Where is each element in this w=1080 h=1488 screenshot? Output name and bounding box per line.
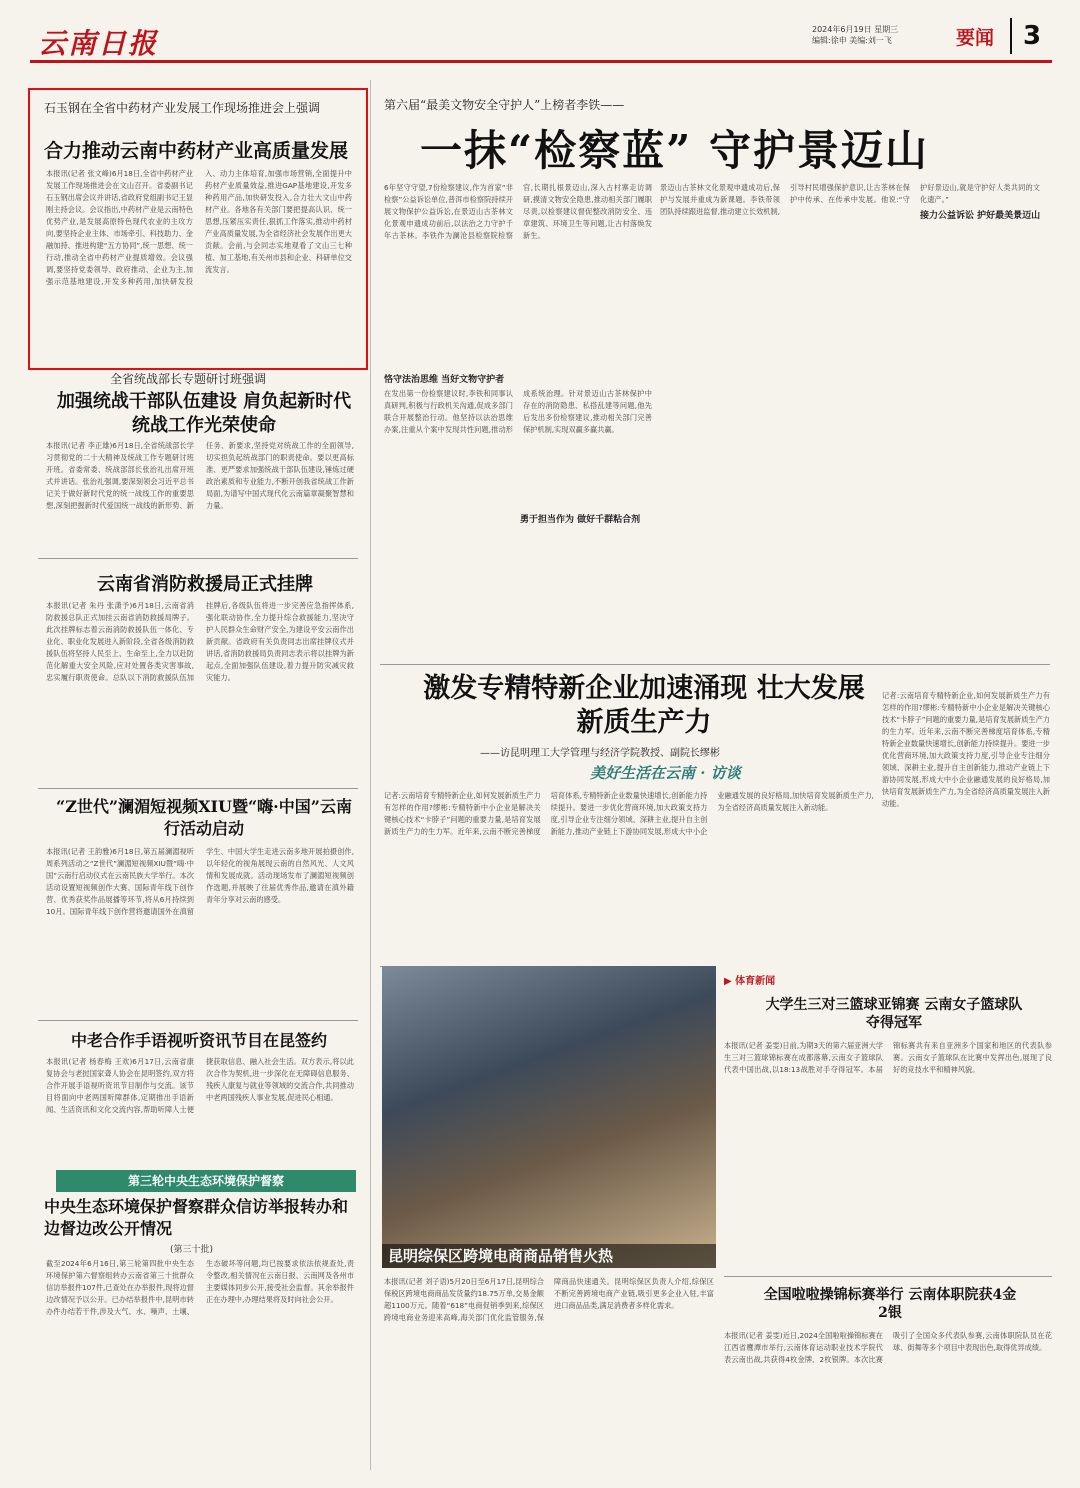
masthead-rule	[30, 60, 1052, 63]
article-7-body-1: 6年坚守守望,7份检察建议,作为首家“非检察”公益诉讼单位,普洱市检察院持续开展文物保护公益诉讼,在景迈山古茶林文化景观申遗成功前后,以法治之力守护千年古茶林。李铁作为澜沧县检察院检察官,长期扎根景迈山,深入古村寨走访调研,摸清文物安全隐患,推动相关部门履职尽责,以检察建议督促整改消防安全、违章建筑、环境卫生等问题,让古村落焕发新生。	[384, 183, 652, 240]
inspection-banner: 第三轮中央生态环境保护督察	[56, 1170, 356, 1192]
article-1-body: 本报讯(记者 张文峰)6月18日,全省中药材产业发展工作现场推进会在文山召开。省委副书记石玉钢出席会议并讲话,省政府党组副书记王显刚主持会议。会议指出,中药材产业是云南特色优势产业,是发展高原特色现代农业的主攻方向,要坚持企业主体、市场牵引、科技助力、金融加持、推进构建“五方协同”,统一思想、统一行动,推动全省中药材产业提质增效。会议强调,要坚持党委领导、政府推动、企业为主,加强示范基地建设,开发多种药用,加快研发投入、动力主体培育,加强市场营销,全面提升中药材产业质量效益,推进GAP基地建设,开发多种药用产品,加快研发投入,合力壮大文山中药材产业。各地各有关部门要把提高认识、统一思想,压紧压实责任,狠抓工作落实,推动中药材产业高质量发展,为全省经济社会发展作出更大贡献。会前,与会同志实地观看了文山三七种植、加工基地,有关州市县和企业、科研单位交流发言。	[46, 169, 352, 286]
divider	[38, 788, 358, 789]
sports-news-tag: ▶ 体育新闻	[724, 976, 776, 987]
article-2-title: 加强统战干部队伍建设 肩负起新时代统战工作光荣使命	[56, 391, 352, 436]
article-10-title: 大学生三对三篮球亚锦赛 云南女子篮球队夺得冠军	[765, 997, 1023, 1031]
article-5-title: 中老合作手语视听资讯节目在昆签约	[70, 1031, 327, 1050]
article-7-body-3: 景迈山古茶林文化景观申遗成功后,保护与发展并重成为新课题。李铁带领团队持续跟进监督,推动建立长效机制,引导村民增强保护意识,让古茶林在保护中传承、在传承中发展。他说:“守护好景迈山,就是守护好人类共同的文化遗产。”	[660, 183, 1040, 216]
customs-officers-photo	[382, 966, 716, 1268]
article-11-title: 全国啦啦操锦标赛举行 云南体职院获4金2银	[763, 1287, 1017, 1321]
divider	[380, 664, 1050, 665]
article-4-body: 本报讯(记者 王韵雅)6月18日,第五届澜湄视听周系列活动之“Z世代”澜湄短视频XIU暨“嗨·中国”云南行启动仪式在云南民族大学举行。本次活动设置短视频创作大赛、国际青年线下创作营、优秀获奖作品展播等环节,将从6月持续到10月。国际青年线下创作营将邀请国外在滇留学生、中国大学生走进云南多地开展拍摄创作,以年轻化的视角展现云南的自然风光、人文风情和发展成就。活动现场发布了澜湄短视频创作选题,并展映了往届优秀作品,邀请在滇外籍青年分享对云南的感受。	[46, 847, 354, 916]
article-7-subhead-2: 勇于担当作为 做好千群粘合剂	[520, 515, 641, 525]
article-8-title: 激发专精特新企业加速涌现 壮大发展新质生产力	[423, 673, 865, 738]
article-5-body: 本报讯(记者 杨春梅 王欢)6月17日,云南省康复协会与老挝国家聋人协会在昆明签约,双方将合作开展手语视听资讯节目制作与交流。该节目将面向中老两国听障群体,定期推出手语新闻、生活资讯和文化交流内容,帮助听障人士便捷获取信息、融入社会生活。双方表示,将以此次合作为契机,进一步深化在无障碍信息服务、残疾人康复与就业等领域的交流合作,共同推动中老两国残疾人事业发展,促进民心相通。	[46, 1057, 354, 1114]
article-2-body: 本报讯(记者 李正雄)6月18日,全省统战部长学习贯彻党的二十大精神及统战工作专题研讨班开班。省委常委、统战部部长张治礼出席开班式并讲话。张治礼强调,要深刻领会习近平总书记关于做好新时代党的统一战线工作的重要思想,深刻把握新时代爱国统一战线的新形势、新任务、新要求,坚持党对统战工作的全面领导,切实担负起统战部门的职责使命。要以更高标准、更严要求加强统战干部队伍建设,锤炼过硬政治素质和专业能力,不断开创我省统战工作新局面,为谱写中国式现代化云南篇章凝聚智慧和力量。	[46, 441, 354, 510]
article-7-title: 一抹“检察蓝” 守护景迈山	[420, 126, 929, 175]
ribbon-brand: 美好生活在云南 · 访谈	[590, 764, 741, 782]
page-number: 3	[1010, 18, 1052, 54]
article-7-subhead-1: 恪守法治思维 当好文物守护者	[384, 375, 505, 385]
divider	[38, 1020, 358, 1021]
article-1-kicker: 石玉钢在全省中药材产业发展工作现场推进会上强调	[44, 101, 321, 115]
article-6-subtitle: (第三十批)	[170, 1245, 214, 1255]
article-4-title: “Z世代”澜湄短视频XIU暨“嗨·中国”云南行活动启动	[56, 797, 352, 838]
article-1-title: 合力推动云南中药材产业高质量发展	[44, 140, 349, 162]
section-tag: 要闻	[955, 26, 994, 49]
article-8-byline: ——访昆明理工大学管理与经济学院教授、副院长缪彬	[480, 748, 720, 759]
editors-line: 编辑:徐申 美编:刘一飞	[812, 36, 892, 45]
article-2-kicker: 全省统战部长专题研讨班强调	[110, 372, 267, 386]
article-7-kicker: 第六届“最美文物安全守护人”上榜者李铁——	[384, 98, 625, 112]
article-10-body: 本报讯(记者 姜雯)日前,为期3天的第六届亚洲大学生三对三篮球锦标赛在成都落幕,云南女子篮球队代表中国出战,以18:13战胜对手夺得冠军。本届锦标赛共有来自亚洲多个国家和地区的代表队参赛。云南女子篮球队在比赛中发挥出色,展现了良好的竞技水平和精神风貌。	[724, 1041, 1052, 1074]
column-divider	[370, 80, 371, 1470]
article-9-body: 本报讯(记者 刘子语)5月20日至6月17日,昆明综合保税区跨境电商商品发货量约18.75万单,交易金额超1100万元。随着“618”电商促销季到来,综保区跨境电商业务迎来高峰,海关部门优化监管服务,保障商品快速通关。昆明综保区负责人介绍,综保区不断完善跨境电商产业链,吸引更多企业入驻,丰富进口商品品类,满足消费者多样化需求。	[384, 1277, 714, 1322]
article-3-body: 本报讯(记者 朱丹 张潇予)6月18日,云南省消防救援总队正式加挂云南省消防救援局牌子。此次挂牌标志着云南消防救援队伍一体化、专业化、职业化发展进入新阶段,全省各级消防救援队伍将坚持人民至上、生命至上,全力以赴防范化解重大安全风险,应对处置各类灾害事故,忠实履行职责使命。总队以下消防救援队伍加挂牌后,各级队伍将进一步完善应急指挥体系,强化联动协作,全力提升综合救援能力,坚决守护人民群众生命财产安全,为建设平安云南作出新贡献。省政府有关负责同志出席挂牌仪式并讲话,省消防救援局负责同志表示将以挂牌为新起点,全面加强队伍建设,着力提升防灾减灾救灾能力。	[46, 601, 354, 682]
issue-date: 2024年6月19日 星期三	[812, 25, 899, 34]
article-8-body-right: 记者:云南培育专精特新企业,如何发展新质生产力有怎样的作用?缪彬:专精特新中小企业是解决关键核心技术“卡脖子”问题的重要力量,是培育发展新质生产力的生力军。近年来,云南不断完善梯度培育体系,专精特新企业数量快速增长,创新能力持续提升。要进一步优化营商环境,加大政策支持力度,引导企业专注细分领域、深耕主业,提升自主创新能力,推动产业链上下游协同发展,形成大中小企业融通发展的良好格局,加快培育发展新质生产力,为全省经济高质量发展注入新动能。	[882, 691, 1050, 808]
divider	[38, 558, 358, 559]
article-6-body: 截至2024年6月16日,第三轮第四批中央生态环境保护第六督察组转办云南省第三十批群众信访举报件107件,已查处在办举报件,现将边督边改情况予以公开。已办结举报件中,昆明市转办件办结若干件,涉及大气、水、噪声、土壤、生态破坏等问题,均已按要求依法依规查处,责令整改,相关情况在云南日报、云南网及各州市主要媒体同步公开,接受社会监督。其余举报件正在办理中,办理结果将及时向社会公开。	[46, 1259, 354, 1316]
masthead-info	[812, 24, 952, 46]
divider	[724, 1276, 1052, 1277]
article-3-title: 云南省消防救援局正式挂牌	[97, 574, 313, 595]
photo-caption: 昆明综保区跨境电商商品销售火热	[382, 1244, 716, 1268]
article-11-body: 本报讯(记者 姜雯)近日,2024全国啦啦操锦标赛在江西省鹰潭市举行,云南体育运动职业技术学院代表云南出战,共获得4枚金牌、2枚银牌。本次比赛吸引了全国众多代表队参赛,云南体职院队员在花球、街舞等多个项目中表现出色,取得优异成绩。	[724, 1331, 1052, 1364]
article-7-body-2: 在发出第一份检察建议时,李铁和同事认真研判,积极与行政机关沟通,促成多部门联合开展整治行动。他坚持以法治思维办案,注重从个案中发现共性问题,推动形成系统治理。针对景迈山古茶林保护中存在的消防隐患、私搭乱建等问题,他先后发出多份检察建议,推动相关部门完善保护机制,实现双赢多赢共赢。	[384, 389, 652, 434]
newspaper-logo: 云南日报	[38, 27, 159, 60]
article-6-title: 中央生态环境保护督察群众信访举报转办和边督边改公开情况	[44, 1197, 349, 1238]
article-8-body: 记者:云南培育专精特新企业,如何发展新质生产力有怎样的作用?缪彬:专精特新中小企业是解决关键核心技术“卡脖子”问题的重要力量,是培育发展新质生产力的生力军。近年来,云南不断完善梯度培育体系,专精特新企业数量快速增长,创新能力持续提升。要进一步优化营商环境,加大政策支持力度,引导企业专注细分领域、深耕主业,提升自主创新能力,推动产业链上下游协同发展,形成大中小企业融通发展的良好格局,加快培育发展新质生产力,为全省经济高质量发展注入新动能。	[384, 791, 874, 836]
article-7-subhead-3: 接力公益诉讼 护好最美景迈山	[920, 211, 1041, 221]
